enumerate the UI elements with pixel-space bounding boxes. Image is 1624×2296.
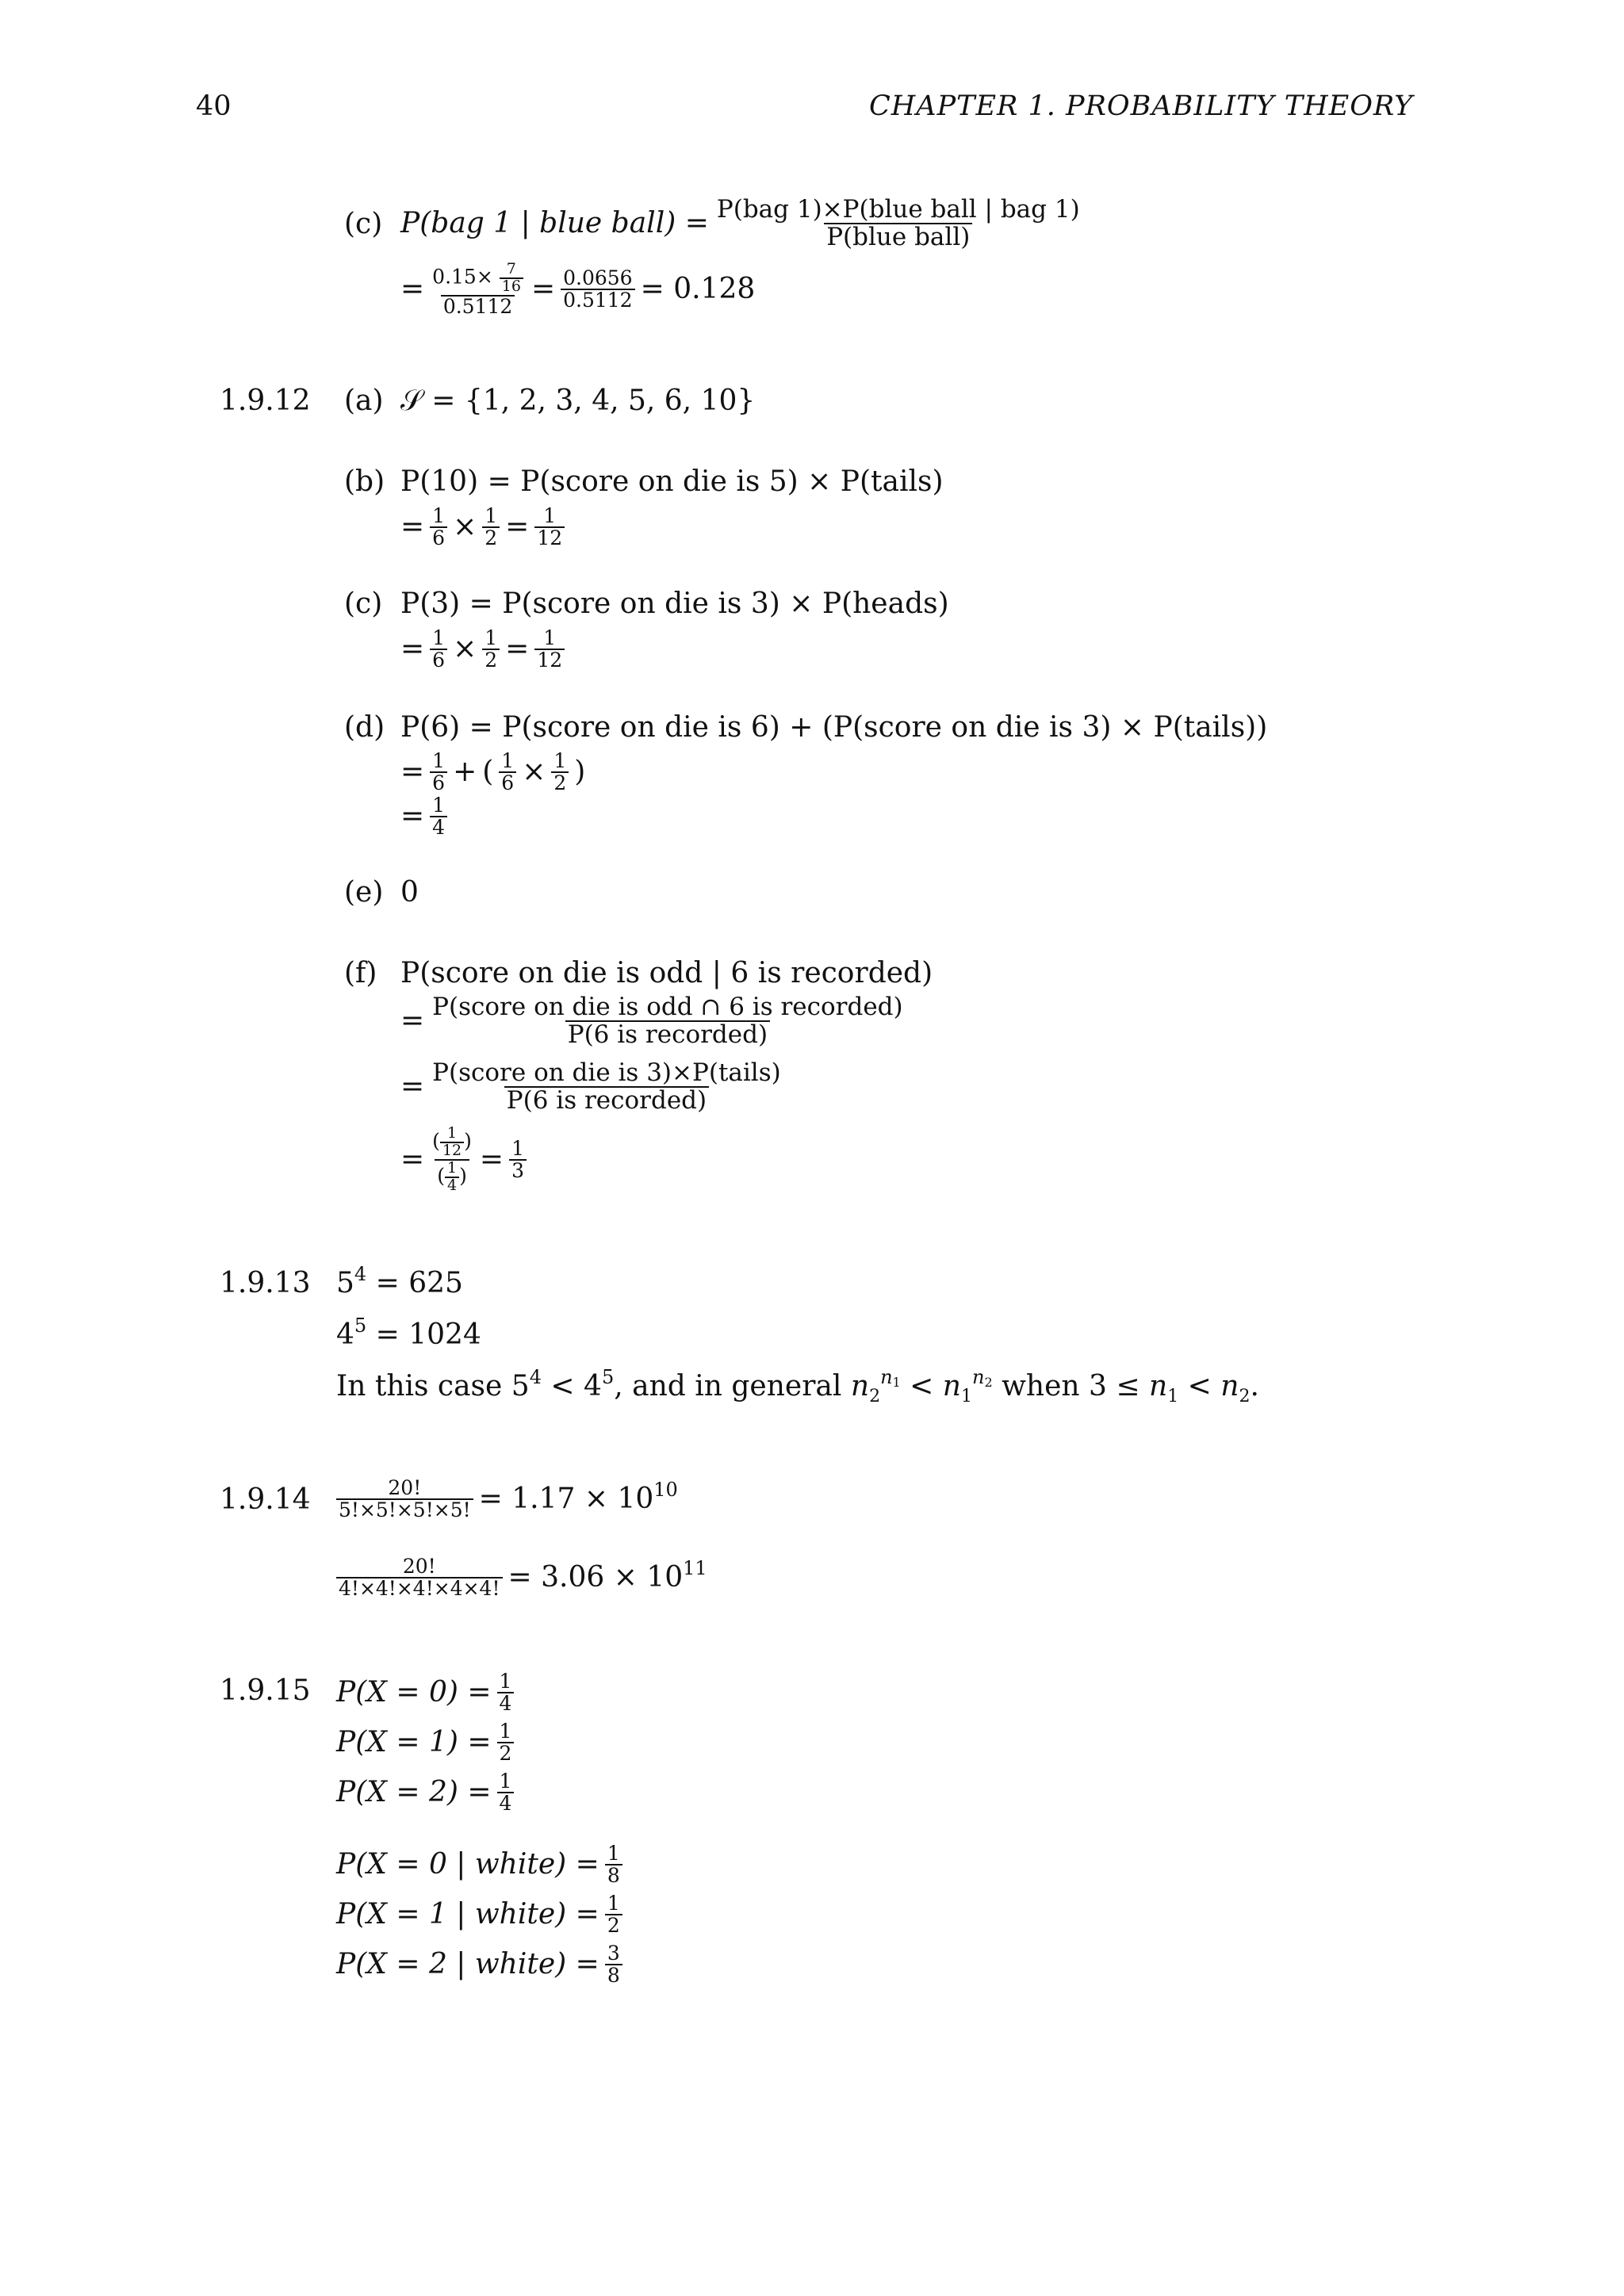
compound-fraction: ( $\frac{1}{12}$ ) ( $\frac{1}{4}$ ) — [432, 1124, 472, 1194]
part-label-f: (f) — [344, 957, 377, 989]
equals-sign: = — [400, 273, 425, 305]
part-label-c-2: (c) — [344, 587, 383, 620]
part-d-line-2: = $\frac{1}{6}$ + ( $\frac{1}{6}$ × $\frac{1}{2}$ ) — [400, 748, 586, 794]
conditional-pmf-row-1: P(X = 1 | white) = $\frac{1}{2}$ — [336, 1891, 622, 1938]
conditional-pmf-row-0: P(X = 0 | white) = $\frac{1}{8}$ — [336, 1841, 622, 1888]
multinomial-line-2: $\frac{20!}{4!\times 4!\times 4!\times 4\times 4!}$ = $3.06 \times 10^{11}$ — [336, 1554, 707, 1601]
part-label-b: (b) — [344, 465, 385, 498]
part-c-line-1: P(3) = P(score on die is 3) × P(heads) — [400, 587, 949, 620]
line-5-pow-4: $5^4 = 625$ — [336, 1263, 463, 1299]
bayes-result: = 0.128 — [640, 273, 756, 305]
equals-sign: = — [530, 273, 556, 305]
line-4-pow-5: $4^5 = 1024$ — [336, 1314, 481, 1351]
chapter-title: CHAPTER 1. PROBABILITY THEORY — [869, 90, 1414, 122]
bayes-calc-fraction-2: $\frac{0.0656}{0.5112}$ — [561, 268, 634, 312]
bayes-fraction — [714, 197, 1082, 250]
problem-id-1-9-14: 1.9.14 — [220, 1483, 311, 1516]
part-label-c: (c) — [344, 208, 383, 240]
general-inequality-line: In this case $5^4 < 4^5$, and in general $n_2^{n_1} < n_1^{n_2}$ when $3 \le n_1 < n_2$. — [336, 1366, 1259, 1406]
problem-id-1-9-13: 1.9.13 — [220, 1267, 311, 1299]
bayes-lhs: P(bag 1 | blue ball) = — [400, 207, 709, 239]
pmf-row-2: P(X = 2) = $\frac{1}{4}$ — [336, 1769, 514, 1816]
part-d-line-1: P(6) = P(score on die is 6) + (P(score on die is 3) × P(tails)) — [400, 711, 1268, 744]
part-label-a: (a) — [344, 385, 384, 417]
bayes-line-2 — [400, 259, 756, 318]
pmf-row-1: P(X = 1) = $\frac{1}{2}$ — [336, 1719, 514, 1766]
problem-id-1-9-15: 1.9.15 — [220, 1674, 311, 1707]
part-e-value: 0 — [400, 876, 419, 909]
bayes-calc-fraction-1 — [430, 259, 526, 318]
part-label-e: (e) — [344, 876, 384, 909]
part-d-line-3: = $\frac{1}{4}$ — [400, 793, 447, 840]
part-c-line-2: = $\frac{1}{6}$ × $\frac{1}{2}$ = $\frac{1}{12}$ — [400, 626, 565, 673]
part-f-line-4: = ( $\frac{1}{12}$ ) ( $\frac{1}{4}$ ) = $\frac{1}{3}$ — [400, 1136, 527, 1184]
part-b-line-2: = $\frac{1}{6}$ × $\frac{1}{2}$ = $\frac{1}{12}$ — [400, 503, 565, 551]
conditional-pmf-row-2: P(X = 2 | white) = $\frac{3}{8}$ — [336, 1941, 622, 1988]
part-label-d: (d) — [344, 711, 385, 744]
bayes-denominator: P(blue ball) — [824, 223, 972, 251]
part-f-line-3: = P(score on die is 3)×P(tails) P(6 is recorded) — [400, 1058, 781, 1115]
page-number: 40 — [196, 90, 232, 122]
bayes-numerator: P(bag 1)×P(blue ball | bag 1) — [716, 195, 1080, 224]
seven-sixteenths: $\frac{7}{16}$ — [500, 262, 523, 295]
pmf-row-0: P(X = 0) = $\frac{1}{4}$ — [336, 1669, 514, 1716]
calc-numerator-a: 0.15× — [432, 265, 493, 289]
bayes-line-1 — [400, 195, 1082, 251]
part-b-line-1: P(10) = P(score on die is 5) × P(tails) — [400, 465, 944, 498]
problem-id-1-9-12: 1.9.12 — [220, 385, 311, 417]
part-f-line-2: = P(score on die is odd ∩ 6 is recorded) P(6 is recorded) — [400, 993, 903, 1049]
calc-denominator-1: 0.5112 — [441, 295, 515, 317]
sample-space: 𝒮 = {1, 2, 3, 4, 5, 6, 10} — [400, 385, 756, 417]
part-f-line-1: P(score on die is odd | 6 is recorded) — [400, 957, 933, 989]
multinomial-line-1: $\frac{20!}{5!\times 5!\times 5!\times 5!}$ = $1.17 \times 10^{10}$ — [336, 1475, 678, 1523]
